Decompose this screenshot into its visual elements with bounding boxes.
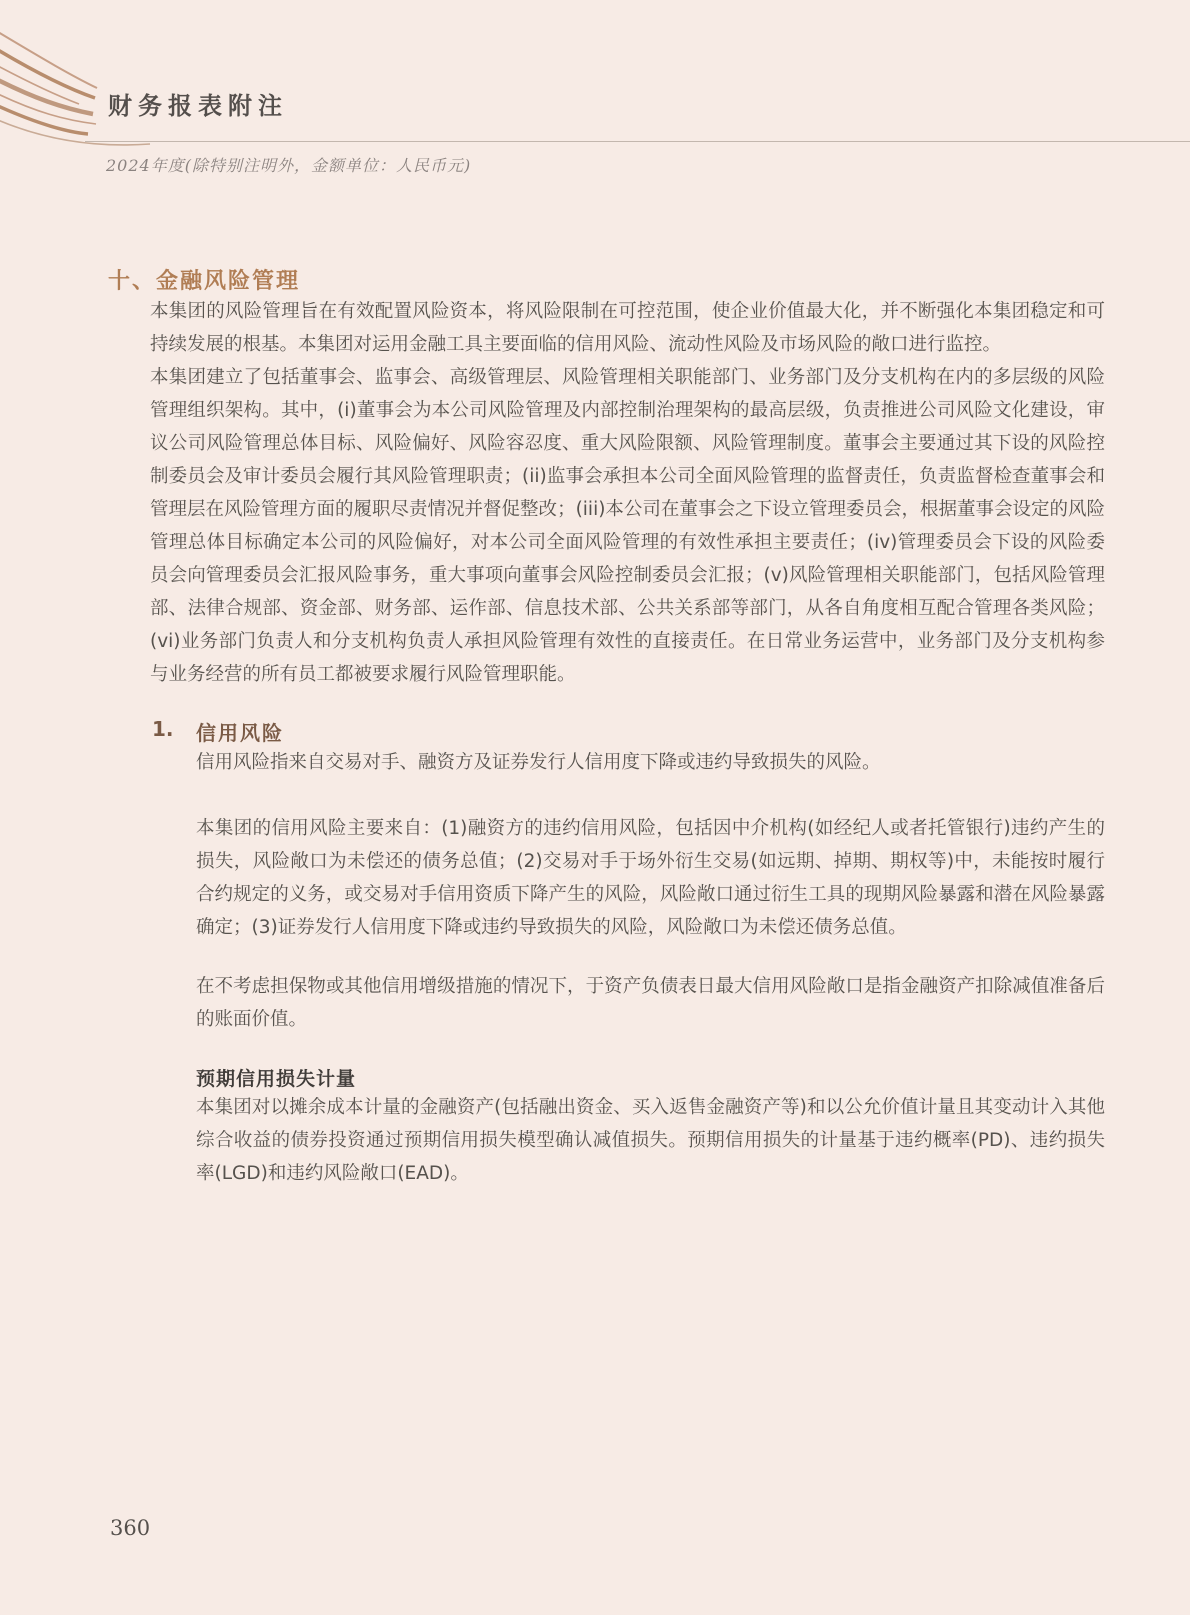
section-paragraph: 本集团的风险管理旨在有效配置风险资本，将风险限制在可控范围，使企业价值最大化，并不断强化本集团稳定和可持续发展的根基。本集团对运用金融工具主要面临的信用风险、流动性风险及市场风险的敞口进行监控。 — [150, 301, 1105, 355]
subsection-number: 1. — [152, 717, 174, 741]
subsection-paragraph: 本集团的信用风险主要来自：(1)融资方的违约信用风险，包括因中介机构(如经纪人或者托管银行)违约产生的损失，风险敞口为未偿还的债务总值；(2)交易对手于场外衍生交易(如远期、掉期、期权等)中，未能按时履行合约规定的义务，或交易对手信用资质下降产生的风险，风险敞口通过衍生工具的现期风险暴露和潜在风险暴露确定；(3)证券发行人信用度下降或违约导致损失的风险，风险敞口为未偿还债务总值。 — [196, 818, 1105, 938]
subsection-paragraph: 在不考虑担保物或其他信用增级措施的情况下，于资产负债表日最大信用风险敞口是指金融资产扣除减值准备后的账面价值。 — [196, 976, 1105, 1030]
header-divider — [85, 141, 1190, 142]
page-title: 财务报表附注 — [108, 91, 288, 120]
subsection-paragraph: 本集团对以摊余成本计量的金融资产(包括融出资金、买入返售金融资产等)和以公允价值计量且其变动计入其他综合收益的债券投资通过预期信用损失模型确认减值损失。预期信用损失的计量基于违约概率(PD)、违约损失率(LGD)和违约风险敞口(EAD)。 — [196, 1097, 1105, 1184]
subsection-title: 信用风险 — [196, 721, 284, 745]
page-number: 360 — [110, 1516, 151, 1540]
section-title: 十、金融风险管理 — [108, 269, 301, 294]
section-paragraph: 本集团建立了包括董事会、监事会、高级管理层、风险管理相关职能部门、业务部门及分支机构在内的多层级的风险管理组织架构。其中，(i)董事会为本公司风险管理及内部控制治理架构的最高层级，负责推进公司风险文化建设，审议公司风险管理总体目标、风险偏好、风险容忍度、重大风险限额、风险管理制度。董事会主要通过其下设的风险控制委员会及审计委员会履行其风险管理职责；(ii)监事会承担本公司全面风险管理的监督责任，负责监督检查董事会和管理层在风险管理方面的履职尽责情况并督促整改；(iii)本公司在董事会之下设立管理委员会，根据董事会设定的风险管理总体目标确定本公司的风险偏好，对本公司全面风险管理的有效性承担主要责任；(iv)管理委员会下设的风险委员会向管理委员会汇报风险事务，重大事项向董事会风险控制委员会汇报；(v)风险管理相关职能部门，包括风险管理部、法律合规部、资金部、财务部、运作部、信息技术部、公共关系部等部门，从各自角度相互配合管理各类风险；(vi)业务部门负责人和分支机构负责人承担风险管理有效性的直接责任。在日常业务运营中，业务部门及分支机构参与业务经营的所有员工都被要求履行风险管理职能。 — [150, 367, 1105, 685]
subsection-heading — [152, 717, 1105, 746]
expected-credit-loss-heading: 预期信用损失计量 — [196, 1068, 357, 1090]
main-content — [0, 264, 1190, 1190]
page-subtitle: 2024年度(除特别注明外，金额单位：人民币元) — [106, 156, 472, 175]
subsection-paragraph: 信用风险指来自交易对手、融资方及证券发行人信用度下降或违约导致损失的风险。 — [196, 752, 881, 773]
